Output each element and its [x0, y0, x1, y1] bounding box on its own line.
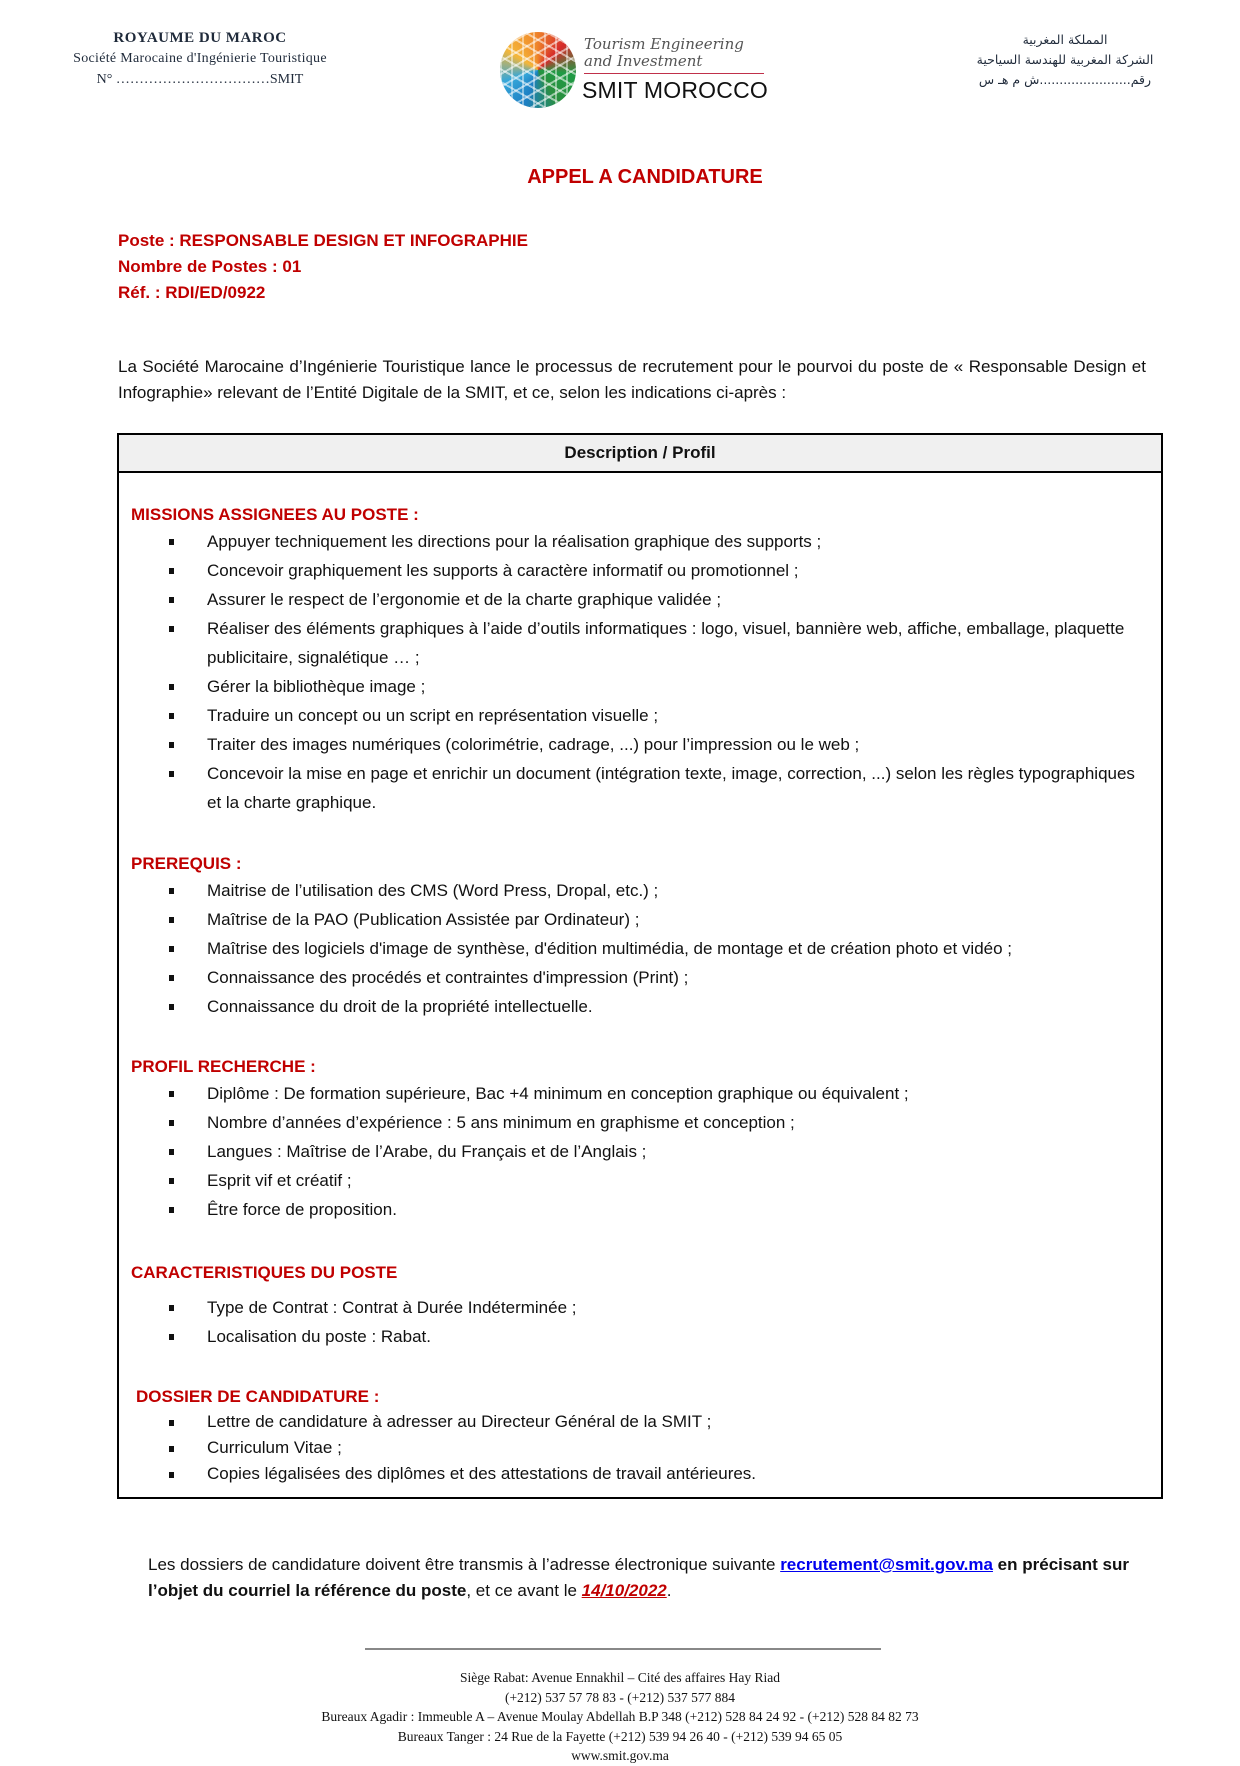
bullet-icon [169, 1091, 174, 1097]
box-header: Description / Profil [119, 435, 1161, 473]
bullet-icon [169, 888, 174, 894]
section-dossier [136, 1385, 1149, 1487]
bullet-icon [169, 1446, 174, 1452]
section-title: MISSIONS ASSIGNEES AU POSTE : [131, 505, 419, 524]
bullet-icon [169, 1207, 174, 1213]
email-link[interactable]: recrutement@smit.gov.ma [780, 1555, 993, 1574]
globe-logo-icon [500, 32, 576, 108]
bullet-icon [169, 742, 174, 748]
smit-logo [500, 32, 780, 108]
kingdom-label-ar: المملكة المغربية [1022, 32, 1108, 47]
bullet-icon [169, 1334, 174, 1340]
bullet-icon [169, 975, 174, 981]
reference-number-fr: N° ……………………………SMIT [96, 72, 304, 87]
header-left-block [40, 28, 360, 90]
section-title: DOSSIER DE CANDIDATURE : [136, 1387, 380, 1406]
list-item: Maitrise de l’utilisation des CMS (Word Press, Dropal, etc.) ; [131, 876, 1149, 905]
bullet-icon [169, 917, 174, 923]
description-profile-box [117, 433, 1163, 1499]
caracteristiques-list [131, 1293, 1149, 1351]
section-caracteristiques [131, 1261, 1149, 1351]
list-item: Type de Contrat : Contrat à Durée Indéterminée ; [131, 1293, 1149, 1322]
bullet-icon [169, 946, 174, 952]
section-missions [131, 503, 1149, 817]
list-item: Curriculum Vitae ; [131, 1435, 1149, 1461]
section-prerequis [131, 852, 1149, 1021]
list-item: Assurer le respect de l’ergonomie et de la charte graphique validée ; [131, 585, 1149, 614]
bullet-icon [169, 1149, 174, 1155]
closing-paragraph: Les dossiers de candidature doivent être transmis à l’adresse électronique suivante recrutement@smit.gov.ma en précisant sur l’objet du courriel la référence du poste, et ce avant le 14/10/2022. [148, 1555, 1130, 1600]
section-title: CARACTERISTIQUES DU POSTE [131, 1263, 398, 1282]
list-item: Esprit vif et créatif ; [131, 1166, 1149, 1195]
bullet-icon [169, 1305, 174, 1311]
list-item: Concevoir la mise en page et enrichir un document (intégration texte, image, correction, ...) selon les règles typographiques et la charte graphique. [131, 759, 1149, 817]
bullet-icon [169, 1178, 174, 1184]
prerequis-list [131, 876, 1149, 1021]
section-profil [131, 1055, 1149, 1224]
bullet-icon [169, 1004, 174, 1010]
logo-tagline-line2: and Investment [584, 52, 703, 70]
list-item: Traiter des images numériques (colorimétrie, cadrage, ...) pour l’impression ou le web ; [131, 730, 1149, 759]
footer-website[interactable]: www.smit.gov.ma [571, 1748, 669, 1763]
dossier-list [131, 1409, 1149, 1487]
header-right-block [950, 30, 1180, 90]
job-count: Nombre de Postes : 01 [118, 257, 302, 276]
list-item: Appuyer techniquement les directions pour la réalisation graphique des supports ; [131, 527, 1149, 556]
missions-list [131, 527, 1149, 817]
footer-divider [365, 1648, 881, 1650]
logo-divider [584, 73, 764, 74]
footer-address-rabat: Siège Rabat: Avenue Ennakhil – Cité des affaires Hay Riad [459, 1670, 781, 1685]
kingdom-label: ROYAUME DU MAROC [113, 30, 287, 46]
job-meta [118, 228, 528, 306]
list-item: Maîtrise des logiciels d'image de synthèse, d'édition multimédia, de montage et de création photo et vidéo ; [131, 934, 1149, 963]
bullet-icon [169, 1472, 174, 1478]
section-title: PROFIL RECHERCHE : [131, 1057, 316, 1076]
list-item: Lettre de candidature à adresser au Directeur Général de la SMIT ; [131, 1409, 1149, 1435]
profil-list [131, 1079, 1149, 1224]
list-item: Nombre d’années d’expérience : 5 ans minimum en graphisme et conception ; [131, 1108, 1149, 1137]
bullet-icon [169, 568, 174, 574]
list-item: Connaissance des procédés et contraintes d'impression (Print) ; [131, 963, 1149, 992]
bullet-icon [169, 684, 174, 690]
bullet-icon [169, 626, 174, 632]
list-item: Gérer la bibliothèque image ; [131, 672, 1149, 701]
logo-name: SMIT MOROCCO [582, 77, 768, 103]
bullet-icon [169, 597, 174, 603]
bullet-icon [169, 713, 174, 719]
list-item: Diplôme : De formation supérieure, Bac +4 minimum en conception graphique ou équivalent ; [131, 1079, 1149, 1108]
footer-phones-rabat: (+212) 537 57 78 83 - (+212) 537 577 884 [504, 1689, 736, 1705]
logo-tagline [584, 36, 744, 70]
bullet-icon [169, 771, 174, 777]
list-item: Localisation du poste : Rabat. [131, 1322, 1149, 1351]
list-item: Concevoir graphiquement les supports à caractère informatif ou promotionnel ; [131, 556, 1149, 585]
company-name-fr: Société Marocaine d'Ingénierie Touristique [73, 51, 327, 66]
footer [0, 1668, 1240, 1766]
list-item: Maîtrise de la PAO (Publication Assistée par Ordinateur) ; [131, 905, 1149, 934]
list-item: Être force de proposition. [131, 1195, 1149, 1224]
bullet-icon [169, 1120, 174, 1126]
section-title: PREREQUIS : [131, 854, 242, 873]
intro-paragraph: La Société Marocaine d’Ingénierie Touristique lance le processus de recrutement pour le pourvoi du poste de « Responsable Design et Infographie» relevant de l’Entité Digitale de la SMIT, et ce, selon les indications ci-après : [118, 357, 1146, 402]
footer-address-tanger: Bureaux Tanger : 24 Rue de la Fayette (+212) 539 94 26 40 - (+212) 539 94 65 05 [397, 1728, 843, 1744]
logo-tagline-line1: Tourism Engineering [584, 35, 744, 53]
list-item: Réaliser des éléments graphiques à l’aide d’outils informatiques : logo, visuel, bannière web, affiche, emballage, plaquette publicitaire, signalétique … ; [131, 614, 1149, 672]
list-item: Connaissance du droit de la propriété intellectuelle. [131, 992, 1149, 1021]
job-reference: Réf. : RDI/ED/0922 [118, 283, 266, 302]
job-position: Poste : RESPONSABLE DESIGN ET INFOGRAPHIE [118, 231, 528, 250]
page-title: APPEL A CANDIDATURE [527, 166, 763, 188]
list-item: Traduire un concept ou un script en représentation visuelle ; [131, 701, 1149, 730]
list-item: Copies légalisées des diplômes et des attestations de travail antérieures. [131, 1461, 1149, 1487]
list-item: Langues : Maîtrise de l’Arabe, du Français et de l’Anglais ; [131, 1137, 1149, 1166]
bullet-icon [169, 539, 174, 545]
deadline-date: 14/10/2022 [581, 1581, 667, 1600]
reference-number-ar: رقم.......................ش م هـ س [978, 72, 1152, 87]
footer-address-agadir: Bureaux Agadir : Immeuble A – Avenue Moulay Abdellah B.P 348 (+212) 528 84 24 92 - (+212) 528 84 82 73 [321, 1709, 919, 1724]
company-name-ar: الشركة المغربية للهندسة السياحية [976, 52, 1154, 67]
bullet-icon [169, 1420, 174, 1426]
